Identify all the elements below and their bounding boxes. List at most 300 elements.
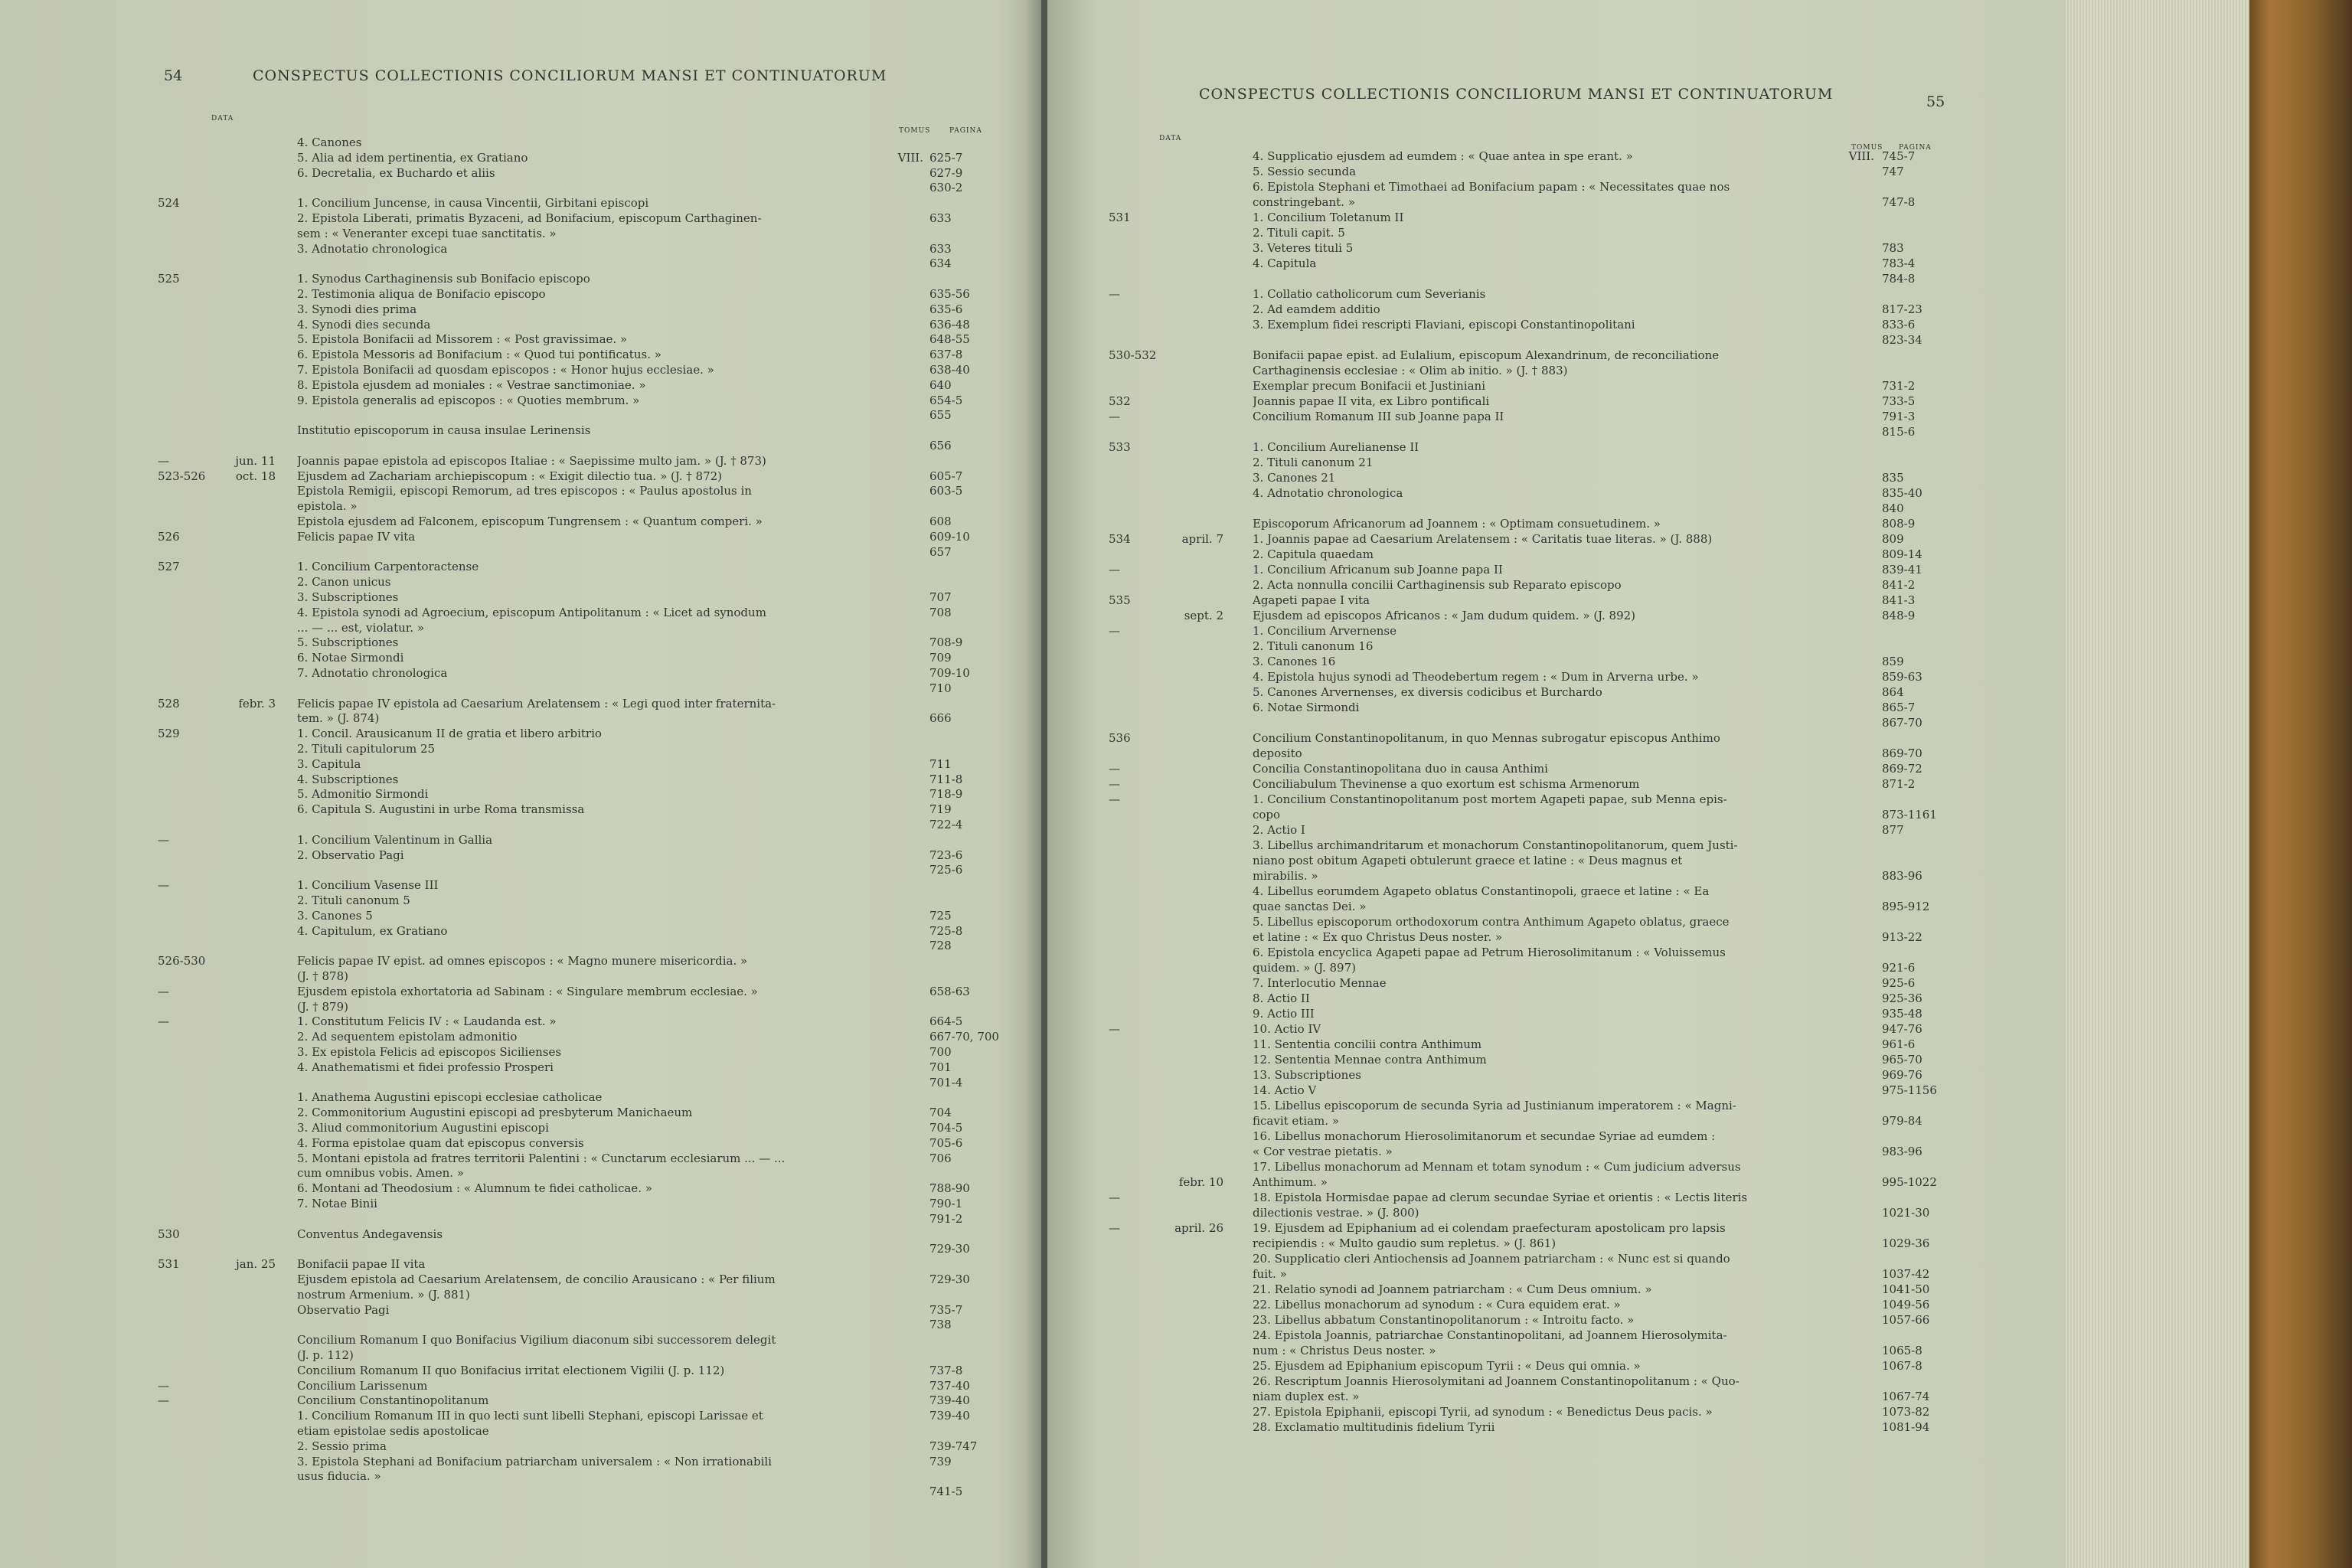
entry-page: 701: [929, 1060, 952, 1074]
entry-text: num : « Christus Deus noster. »: [1253, 1344, 1436, 1357]
entry-text: 1. Collatio catholicorum cum Severianis: [1253, 288, 1486, 300]
entry-text: 5. Canones Arvernenses, ex diversis codicibus et Burchardo: [1253, 686, 1602, 698]
entry-page: 658-63: [929, 984, 970, 998]
entry-text: 17. Libellus monachorum ad Mennam et totam synodum : « Cum judicium adversus: [1253, 1161, 1741, 1173]
entry-row: [0, 424, 1026, 439]
entry-text: 4. Libellus eorumdem Agapeto oblatus Constantinopoli, graece et latine : « Ea: [1253, 885, 1710, 897]
entry-row: [1047, 181, 2058, 196]
entry-text: 1. Concilium Valentinum in Gallia: [297, 833, 493, 846]
entry-date: —: [1109, 624, 1120, 638]
entry-row: [0, 985, 1026, 1001]
entry-row: [0, 1046, 1026, 1061]
entry-text: 3. Capitula: [297, 757, 361, 770]
entry-text: 1. Concilium Constantinopolitanum post mortem Agapeti papae, sub Menna epis-: [1253, 793, 1727, 805]
entry-text: 3. Adnotatio chronologica: [297, 242, 448, 255]
entry-text: Ejusdem epistola ad Caesarium Arelatensem, de concilio Arausicano : « Per filium: [297, 1273, 776, 1285]
entry-row: [1047, 732, 2058, 747]
right-page: [1047, 0, 2066, 1568]
entry-row: [1047, 609, 2058, 625]
entry-row: [1047, 1268, 2058, 1283]
entry-row: [1047, 1115, 2058, 1130]
entry-text: ... — ... est, violatur. »: [297, 621, 425, 634]
entry-text: 10. Actio IV: [1253, 1023, 1321, 1035]
entry-text: 9. Actio III: [1253, 1008, 1315, 1020]
entry-row: [0, 879, 1026, 894]
entry-text: (J. † 879): [297, 1000, 348, 1013]
entry-text: « Cor vestrae pietatis. »: [1253, 1145, 1393, 1158]
entry-date: —: [1109, 1022, 1120, 1036]
entry-row: [0, 1197, 1026, 1213]
entry-page: 877: [1882, 823, 1904, 837]
entry-text: 5. Libellus episcoporum orthodoxorum contra Anthimum Agapeto oblatus, graece: [1253, 916, 1730, 928]
entry-row: [1047, 854, 2058, 870]
entry-text: 2. Tituli canonum 21: [1253, 456, 1374, 469]
entry-day: febr. 3: [238, 696, 276, 710]
entry-row: [0, 1137, 1026, 1152]
entry-text: 28. Exclamatio multitudinis fidelium Tyrii: [1253, 1421, 1495, 1433]
entry-page: 791-2: [929, 1211, 963, 1226]
entry-row: [1047, 992, 2058, 1008]
entry-page: 648-55: [929, 332, 970, 347]
entry-page: 1073-82: [1882, 1405, 1930, 1419]
entry-text: 2. Actio I: [1253, 824, 1305, 836]
entry-page: 708-9: [929, 635, 963, 650]
entry-page: 638-40: [929, 363, 970, 377]
entry-text: Observatio Pagi: [297, 1303, 390, 1316]
entry-page: 1021-30: [1882, 1206, 1930, 1220]
entry-row: [1047, 900, 2058, 916]
entry-row: [0, 712, 1026, 727]
entry-text: 1. Concilium Africanum sub Joanne papa II: [1253, 564, 1503, 576]
entry-date: —: [158, 1014, 169, 1029]
entry-text: 3. Canones 21: [1253, 472, 1336, 484]
entry-page: 636-48: [929, 317, 970, 332]
entry-text: copo: [1253, 808, 1281, 821]
entry-date: 532: [1109, 394, 1131, 408]
entry-row: [1047, 655, 2058, 671]
entry-date: —: [158, 878, 169, 893]
entry-text: sem : « Veneranter excepi tuae sanctitatis. »: [297, 227, 557, 240]
entry-text: 5. Montani epistola ad fratres territorii Palentini : « Cunctarum ecclesiarum ... — ...: [297, 1152, 786, 1165]
entry-page: 1029-36: [1882, 1236, 1930, 1250]
entry-page: 839-41: [1882, 563, 1922, 577]
entry-text: 2. Ad eamdem additio: [1253, 303, 1380, 315]
entry-page: 741-5: [929, 1485, 963, 1499]
entry-date: 524: [158, 196, 180, 211]
entry-text: 4. Epistola synodi ad Agroecium, episcopum Antipolitanum : « Licet ad synodum: [297, 606, 766, 619]
entry-text: mirabilis. »: [1253, 870, 1318, 882]
entry-row: [1047, 364, 2058, 380]
entry-text: 3. Libellus archimandritarum et monachorum Constantinopolitanorum, quem Justi-: [1253, 839, 1738, 851]
entry-page: 723-6: [929, 848, 963, 862]
entry-row: [1047, 701, 2058, 717]
entry-row: [1047, 1176, 2058, 1191]
entry-text: Concilium Romanum II quo Bonifacius irritat electionem Vigilii (J. p. 112): [297, 1364, 725, 1377]
entry-row: [0, 788, 1026, 803]
entry-row: [0, 682, 1026, 697]
entry-page: 725-6: [929, 863, 963, 877]
entry-text: 2. Sessio prima: [297, 1439, 387, 1452]
entry-text: 8. Epistola ejusdem ad moniales : « Vestrae sanctimoniae. »: [297, 378, 646, 391]
entry-row: [0, 485, 1026, 500]
entry-text: 4. Subscriptiones: [297, 773, 399, 786]
entry-row: [0, 318, 1026, 334]
entry-page: 1067-8: [1882, 1359, 1922, 1373]
entry-day: oct. 18: [235, 469, 276, 483]
entry-row: [0, 1394, 1026, 1410]
entry-page: 739: [929, 1454, 952, 1468]
entry-text: 3. Canones 5: [297, 909, 373, 922]
entry-row: [0, 152, 1026, 167]
entry-text: 20. Supplicatio cleri Antiochensis ad Joannem patriarcham : « Nunc est si quando: [1253, 1253, 1730, 1265]
entry-row: [0, 303, 1026, 318]
entry-row: [0, 758, 1026, 773]
entry-date: 534: [1109, 532, 1131, 546]
entry-text: 14. Actio V: [1253, 1084, 1317, 1096]
entry-text: 3. Canones 16: [1253, 655, 1336, 668]
entry-date: —: [158, 832, 169, 847]
entry-row: [1047, 579, 2058, 594]
entry-page: 869-72: [1882, 762, 1922, 776]
entry-day: april. 7: [1181, 532, 1223, 546]
entry-page: 925-6: [1882, 976, 1916, 990]
entry-text: 4. Adnotatio chronologica: [1253, 487, 1403, 499]
entry-page: 747: [1882, 165, 1904, 178]
entry-row: [1047, 150, 2058, 165]
entry-page: 667-70, 700: [929, 1030, 999, 1044]
entry-row: [0, 1182, 1026, 1197]
entry-text: fuit. »: [1253, 1268, 1287, 1280]
entry-text: Joannis papae epistola ad episcopos Italiae : « Saepissime multo jam. » (J. † 873): [297, 454, 766, 467]
entry-volume: VIII.: [897, 150, 923, 165]
entry-text: Concilium Romanum III sub Joanne papa II: [1253, 410, 1504, 423]
entry-row: [1047, 1191, 2058, 1207]
entry-row: [1047, 1038, 2058, 1054]
entry-day: febr. 10: [1178, 1175, 1223, 1189]
entry-page: 707: [929, 590, 952, 604]
entry-page: 848-9: [1882, 609, 1916, 622]
entry-date: 531: [158, 1257, 180, 1272]
entry-row: [0, 910, 1026, 925]
entry-page: 808-9: [1882, 517, 1916, 531]
entry-page: 783: [1882, 241, 1904, 255]
entry-date: —: [1109, 792, 1120, 806]
entry-row: [1047, 671, 2058, 686]
entry-text: 2. Tituli canonum 5: [297, 894, 410, 906]
entry-row: [0, 136, 1026, 152]
entry-text: 4. Anathematismi et fidei professio Prosperi: [297, 1060, 554, 1073]
entry-text: 12. Sententia Mennae contra Anthimum: [1253, 1054, 1487, 1066]
entry-page: 666: [929, 711, 952, 726]
entry-page: 718-9: [929, 787, 963, 802]
entry-row: [0, 955, 1026, 970]
entry-text: tem. » (J. 874): [297, 712, 380, 725]
entry-text: Felicis papae IV epist. ad omnes episcopos : « Magno munere misericordia. »: [297, 955, 748, 968]
entry-text: Concilia Constantinopolitana duo in causa Anthimi: [1253, 763, 1548, 775]
entry-row: [0, 273, 1026, 288]
entry-date: 531: [1109, 211, 1131, 224]
entry-row: [1047, 1390, 2058, 1406]
entry-text: 4. Forma epistolae quam dat episcopus conversis: [297, 1136, 584, 1149]
entry-text: 5. Sessio secunda: [1253, 165, 1357, 178]
entry-row: [1047, 946, 2058, 962]
entry-row: [1047, 1222, 2058, 1237]
entry-page: 865-7: [1882, 701, 1916, 714]
entry-page: 809-14: [1882, 547, 1922, 561]
entry-text: 3. Epistola Stephani ad Bonifacium patriarcham universalem : « Non irrationabili: [297, 1455, 772, 1468]
entry-row: [0, 1440, 1026, 1455]
entry-text: 26. Rescriptum Joannis Hierosolymitani ad Joannem Constantinopolitanum : « Quo-: [1253, 1375, 1740, 1387]
entry-row: [1047, 885, 2058, 900]
entry-row: [0, 1258, 1026, 1273]
entry-text: 3. Ex epistola Felicis ad episcopos Sicilienses: [297, 1046, 562, 1058]
entry-page: 738: [929, 1318, 952, 1332]
entry-page: 630-2: [929, 181, 963, 195]
entry-page: 840: [1882, 501, 1904, 515]
entry-page: 655: [929, 408, 952, 423]
entry-row: [0, 591, 1026, 606]
entry-row: [1047, 196, 2058, 211]
entry-page: 654-5: [929, 393, 963, 407]
entry-text: 6. Epistola encyclica Agapeti papae ad Petrum Hierosolimitanum : « Voluissemus: [1253, 946, 1726, 959]
entry-page: 705-6: [929, 1135, 963, 1150]
entry-text: nostrum Armenium. » (J. 881): [297, 1288, 470, 1301]
entry-text: recipiendis : « Multo gaudio sum repletus. » (J. 861): [1253, 1237, 1557, 1250]
entry-text: (J. p. 112): [297, 1349, 354, 1361]
entry-text: 1. Concil. Arausicanum II de gratia et libero arbitrio: [297, 727, 602, 740]
entry-page: 706: [929, 1151, 952, 1165]
entry-page: 729-30: [929, 1272, 970, 1286]
entry-page: 791-3: [1882, 410, 1916, 423]
entry-row: [1047, 1344, 2058, 1360]
entry-page: 711-8: [929, 772, 963, 786]
entry-page: 983-96: [1882, 1145, 1922, 1158]
entry-row: [0, 181, 1026, 197]
entry-text: 16. Libellus monachorum Hierosolimitanorum et secundae Syriae ad eumdem :: [1253, 1130, 1716, 1142]
entry-page: 603-5: [929, 484, 963, 498]
entry-row: [1047, 1421, 2058, 1436]
entry-row: [0, 227, 1026, 243]
entry-text: 1. Synodus Carthaginensis sub Bonifacio episcopo: [297, 273, 590, 286]
page-number: 54: [164, 67, 183, 84]
entry-page: 731-2: [1882, 379, 1916, 393]
entry-row: [1047, 227, 2058, 242]
entry-volume: VIII.: [1848, 149, 1874, 163]
entry-row: [1047, 334, 2058, 349]
entry-page: 835: [1882, 471, 1904, 485]
entry-date: —: [1109, 287, 1120, 301]
entry-row: [1047, 1207, 2058, 1222]
entry-text: 6. Montani ad Theodosium : « Alumnum te fidei catholicae. »: [297, 1182, 652, 1195]
entry-row: [1047, 1084, 2058, 1099]
entry-page: 1041-50: [1882, 1282, 1930, 1296]
entry-row: [0, 1289, 1026, 1304]
entry-text: 7. Interlocutio Mennae: [1253, 977, 1387, 989]
entry-date: —: [1109, 410, 1120, 423]
entry-row: [1047, 962, 2058, 977]
entry-row: [0, 1318, 1026, 1334]
entry-row: [1047, 165, 2058, 181]
entry-date: 526: [158, 529, 180, 544]
entry-row: [1047, 717, 2058, 732]
entry-page: 883-96: [1882, 869, 1922, 883]
entry-text: Conventus Andegavensis: [297, 1227, 443, 1240]
entry-page: 708: [929, 605, 952, 619]
entry-page: 833-6: [1882, 318, 1916, 332]
entry-row: [0, 1001, 1026, 1016]
entry-page: 701-4: [929, 1075, 963, 1089]
entry-page: 633: [929, 211, 952, 225]
entry-text: ficavit etiam. »: [1253, 1115, 1339, 1127]
entry-page: 809: [1882, 532, 1904, 546]
entry-row: [0, 1380, 1026, 1395]
entry-text: Bonifacii papae II vita: [297, 1258, 426, 1271]
entry-page: 1057-66: [1882, 1313, 1930, 1327]
entry-row: [1047, 349, 2058, 364]
entry-text: etiam epistolae sedis apostolicae: [297, 1425, 489, 1437]
entry-text: 2. Capitula quaedam: [1253, 548, 1374, 560]
entry-text: 6. Epistola Messoris ad Bonifacium : « Quod tui pontificatus. »: [297, 348, 662, 361]
entry-page: 635-56: [929, 287, 970, 301]
entry-row: [0, 970, 1026, 985]
entry-row: [1047, 487, 2058, 502]
entry-text: 19. Ejusdem ad Epiphanium ad ei colendam praefecturam apostolicam pro lapsis: [1253, 1222, 1726, 1234]
entry-text: 4. Capitulum, ex Gratiano: [297, 924, 448, 937]
entry-date: 526-530: [158, 954, 206, 969]
entry-text: 2. Ad sequentem epistolam admonitio: [297, 1031, 518, 1044]
entry-text: 2. Epistola Liberati, primatis Byzaceni, ad Bonifacium, episcopum Carthaginen-: [297, 212, 762, 224]
entry-text: 2. Tituli canonum 16: [1253, 640, 1374, 652]
entry-date: 529: [158, 727, 180, 741]
entry-text: 1. Concilium Aurelianense II: [1253, 441, 1419, 453]
entry-text: 13. Subscriptiones: [1253, 1069, 1361, 1081]
entry-page: 657: [929, 544, 952, 559]
entry-row: [0, 1061, 1026, 1076]
entry-row: [0, 1470, 1026, 1485]
entry-page: 1067-74: [1882, 1390, 1930, 1403]
entry-text: Conciliabulum Thevinense a quo exortum est schisma Armenorum: [1253, 778, 1640, 790]
entry-page: 1037-42: [1882, 1267, 1930, 1281]
entry-text: 24. Epistola Joannis, patriarchae Constantinopolitani, ad Joannem Hierosolymita-: [1253, 1329, 1727, 1341]
running-head: CONSPECTUS COLLECTIONIS CONCILIORUM MANSI ET CONTINUATORUM: [1199, 86, 1834, 103]
entry-text: 1. Anathema Augustini episcopi ecclesiae catholicae: [297, 1091, 603, 1104]
entry-text: 1. Concilium Toletanum II: [1253, 211, 1404, 224]
entry-row: [0, 394, 1026, 410]
entry-page: 995-1022: [1882, 1175, 1937, 1189]
entry-text: 22. Libellus monachorum ad synodum : « Cura equidem erat. »: [1253, 1298, 1621, 1311]
entry-page: 728: [929, 939, 952, 953]
entry-text: 6. Notae Sirmondi: [297, 652, 404, 665]
entry-row: [1047, 1314, 2058, 1329]
entry-text: 4. Canones: [297, 136, 362, 149]
entry-row: [0, 1334, 1026, 1349]
entry-row: [0, 803, 1026, 818]
entry-row: [1047, 778, 2058, 793]
entry-page: 608: [929, 514, 952, 528]
entry-date: —: [158, 1378, 169, 1393]
entry-page: 637-8: [929, 348, 963, 362]
entry-text: et latine : « Ex quo Christus Deus noster. »: [1253, 931, 1503, 943]
entry-text: Carthaginensis ecclesiae : « Olim ab initio. » (J. † 883): [1253, 364, 1568, 377]
entry-row: [1047, 242, 2058, 257]
entry-row: [0, 697, 1026, 713]
entry-date: 535: [1109, 593, 1131, 607]
entry-page: 975-1156: [1882, 1083, 1937, 1097]
entry-page: 913-22: [1882, 930, 1922, 944]
entry-text: 1. Constitutum Felicis IV : « Laudanda est. »: [297, 1015, 557, 1028]
entry-page: 969-76: [1882, 1068, 1922, 1082]
entry-page: 635-6: [929, 302, 963, 316]
entry-text: Joannis papae II vita, ex Libro pontificali: [1253, 395, 1490, 407]
entry-date: —: [158, 984, 169, 998]
entry-text: 7. Notae Binii: [297, 1197, 377, 1210]
entry-page: 745-7: [1882, 149, 1916, 163]
entry-page: 664-5: [929, 1014, 963, 1029]
entry-text: 2. Canon unicus: [297, 576, 391, 589]
entry-row: [1047, 931, 2058, 946]
entry-page: 739-40: [929, 1393, 970, 1408]
entry-row: [1047, 763, 2058, 778]
entry-row: [0, 818, 1026, 834]
entry-text: 23. Libellus abbatum Constantinopolitanorum : « Introitu facto. »: [1253, 1314, 1635, 1326]
entry-date: 523-526: [158, 469, 206, 483]
entry-date: —: [1109, 1221, 1120, 1235]
entry-row: [1047, 1054, 2058, 1069]
entry-row: [1047, 1283, 2058, 1298]
entry-text: epistola. »: [297, 500, 358, 513]
entry-row: [1047, 273, 2058, 288]
entry-date: 530: [158, 1227, 180, 1241]
entry-row: [1047, 793, 2058, 808]
entry-page: 859: [1882, 655, 1904, 668]
entry-row: [0, 1213, 1026, 1228]
entry-row: [0, 1304, 1026, 1319]
entry-text: 2. Tituli capit. 5: [1253, 227, 1345, 239]
entry-row: [0, 243, 1026, 258]
entry-page: 979-84: [1882, 1114, 1922, 1128]
entry-row: [1047, 548, 2058, 564]
entry-text: 5. Subscriptiones: [297, 636, 399, 649]
entry-date: —: [1109, 777, 1120, 791]
entry-text: Agapeti papae I vita: [1253, 594, 1370, 606]
entry-text: 5. Alia ad idem pertinentia, ex Gratiano: [297, 151, 528, 164]
entry-row: [1047, 1298, 2058, 1314]
entry-text: quae sanctas Dei. »: [1253, 900, 1367, 913]
entry-date: 525: [158, 272, 180, 286]
entry-row: [1047, 303, 2058, 318]
entry-page: 739-40: [929, 1409, 970, 1423]
entry-row: [0, 167, 1026, 182]
entry-page: 656: [929, 439, 952, 452]
entry-page: 925-36: [1882, 991, 1922, 1005]
entry-row: [1047, 502, 2058, 518]
entry-page: 739-747: [929, 1439, 978, 1453]
entry-page: 722-4: [929, 818, 963, 831]
entry-row: [1047, 1360, 2058, 1375]
entry-row: [0, 636, 1026, 652]
entry-row: [1047, 640, 2058, 655]
entry-row: [0, 1076, 1026, 1092]
entry-page: 633: [929, 241, 952, 256]
entry-text: Anthimum. »: [1253, 1176, 1328, 1188]
entry-text: 3. Subscriptiones: [297, 591, 399, 603]
entry-text: 8. Actio II: [1253, 992, 1310, 1004]
entry-text: 3. Exemplum fidei rescripti Flaviani, episcopi Constantinopolitani: [1253, 318, 1635, 331]
entry-text: 11. Sententia concilii contra Anthimum: [1253, 1038, 1482, 1050]
entry-page: 733-5: [1882, 394, 1916, 408]
entry-row: [1047, 564, 2058, 579]
entry-text: cum omnibus vobis. Amen. »: [297, 1167, 464, 1180]
